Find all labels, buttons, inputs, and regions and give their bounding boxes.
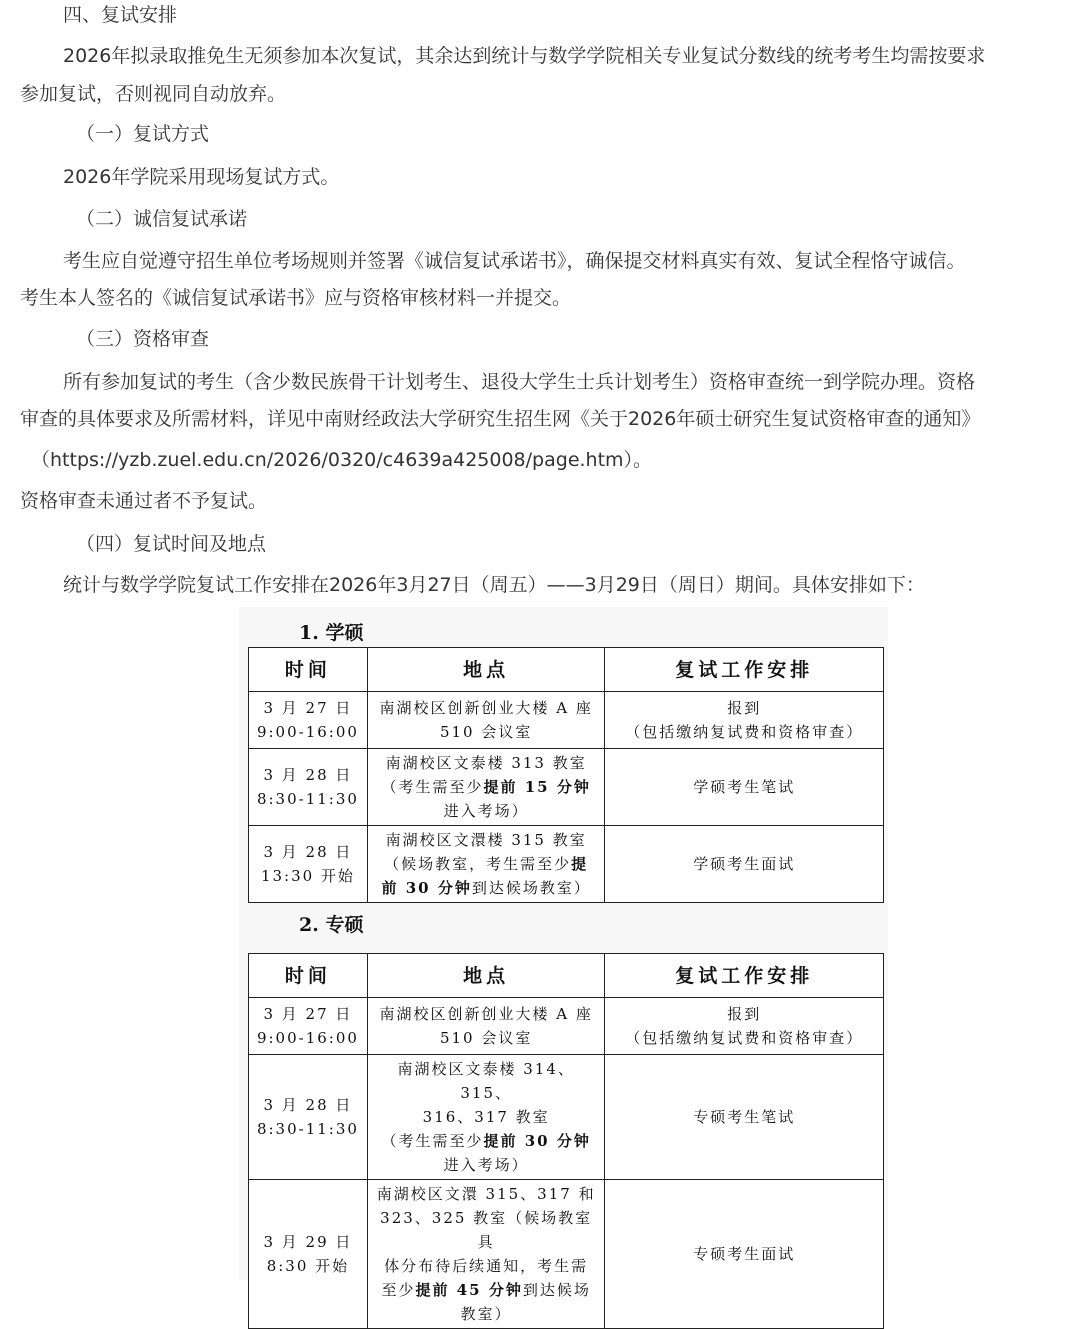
- part1-text: 2026年学院采用现场复试方式。: [63, 166, 340, 188]
- cell-task: 学硕考生面试: [605, 826, 884, 903]
- cell-task: 学硕考生笔试: [605, 749, 884, 826]
- part3-text-line-4: 资格审查未通过者不予复试。: [20, 490, 268, 512]
- table-header-row: [249, 648, 884, 692]
- cell-time: 3 月 28 日 13:30 开始: [249, 826, 368, 903]
- cell-place: 南湖校区文泰楼 314、315、 316、317 教室 （考生需至少提前 30 分钟 进入考场）: [367, 1055, 605, 1180]
- part3-title: （三）资格审查: [76, 328, 210, 350]
- header-place: 地点: [367, 648, 605, 692]
- part3-text-line-2: 审查的具体要求及所需材料，详见中南财经政法大学研究生招生网《关于2026年硕士研究生复试资格审查的通知》: [20, 408, 981, 430]
- cell-place: 南湖校区文澴 315、317 和 323、325 教室（候场教室具 体分布待后续通知，考生需 至少提前 45 分钟到达候场 教室）: [367, 1180, 605, 1329]
- intro-paragraph-line-2: 参加复试，否则视同自动放弃。: [20, 83, 287, 105]
- part4-title: （四）复试时间及地点: [76, 533, 267, 555]
- header-time: 时间: [249, 648, 368, 692]
- table-header-row: [249, 954, 884, 998]
- schedule-image: [239, 607, 888, 1323]
- cell-place: 南湖校区文泰楼 313 教室 （考生需至少提前 15 分钟 进入考场）: [367, 749, 605, 826]
- part4-text: 统计与数学学院复试工作安排在2026年3月27日（周五）——3月29日（周日）期间。具体安排如下：: [63, 574, 925, 596]
- part3-text-line-1: 所有参加复试的考生（含少数民族骨干计划考生、退役大学生士兵计划考生）资格审查统一到学院办理。资格: [63, 371, 976, 393]
- academic-schedule-table: [248, 647, 884, 903]
- section-heading: 四、复试安排: [63, 4, 178, 26]
- intro-paragraph-line-1: 2026年拟录取推免生无须参加本次复试，其余达到统计与数学学院相关专业复试分数线的统考考生均需按要求: [63, 45, 986, 67]
- cell-place: 南湖校区创新创业大楼 A 座 510 会议室: [367, 998, 605, 1055]
- cell-task: 报到 （包括缴纳复试费和资格审查）: [605, 998, 884, 1055]
- table-row: [249, 1055, 884, 1180]
- academic-section-title: 1. 学硕: [299, 622, 364, 644]
- table-row: [249, 1180, 884, 1329]
- cell-task: 专硕考生笔试: [605, 1055, 884, 1180]
- cell-time: 3 月 28 日 8:30-11:30: [249, 1055, 368, 1180]
- cell-place: 南湖校区创新创业大楼 A 座 510 会议室: [367, 692, 605, 749]
- part2-text-line-1: 考生应自觉遵守招生单位考场规则并签署《诚信复试承诺书》，确保提交材料真实有效、复试全程恪守诚信。: [63, 250, 966, 272]
- cell-time: 3 月 29 日 8:30 开始: [249, 1180, 368, 1329]
- table-row: [249, 826, 884, 903]
- cell-time: 3 月 28 日 8:30-11:30: [249, 749, 368, 826]
- part2-text-line-2: 考生本人签名的《诚信复试承诺书》应与资格审核材料一并提交。: [20, 287, 572, 309]
- cell-task: 专硕考生面试: [605, 1180, 884, 1329]
- part3-url-line: （https://yzb.zuel.edu.cn/2026/0320/c4639a425008/page.htm）。: [31, 449, 653, 471]
- table-row: [249, 692, 884, 749]
- header-task: 复试工作安排: [605, 954, 884, 998]
- header-place: 地点: [367, 954, 605, 998]
- professional-section-title: 2. 专硕: [299, 914, 364, 936]
- professional-schedule-table: [248, 953, 884, 1329]
- cell-time: 3 月 27 日 9:00-16:00: [249, 692, 368, 749]
- part1-title: （一）复试方式: [76, 123, 210, 145]
- table-row: [249, 749, 884, 826]
- table-row: [249, 998, 884, 1055]
- part2-title: （二）诚信复试承诺: [76, 208, 248, 230]
- cell-time: 3 月 27 日 9:00-16:00: [249, 998, 368, 1055]
- cell-task: 报到 （包括缴纳复试费和资格审查）: [605, 692, 884, 749]
- cell-place: 南湖校区文澴楼 315 教室 （候场教室，考生需至少提 前 30 分钟到达候场教室）: [367, 826, 605, 903]
- header-time: 时间: [249, 954, 368, 998]
- header-task: 复试工作安排: [605, 648, 884, 692]
